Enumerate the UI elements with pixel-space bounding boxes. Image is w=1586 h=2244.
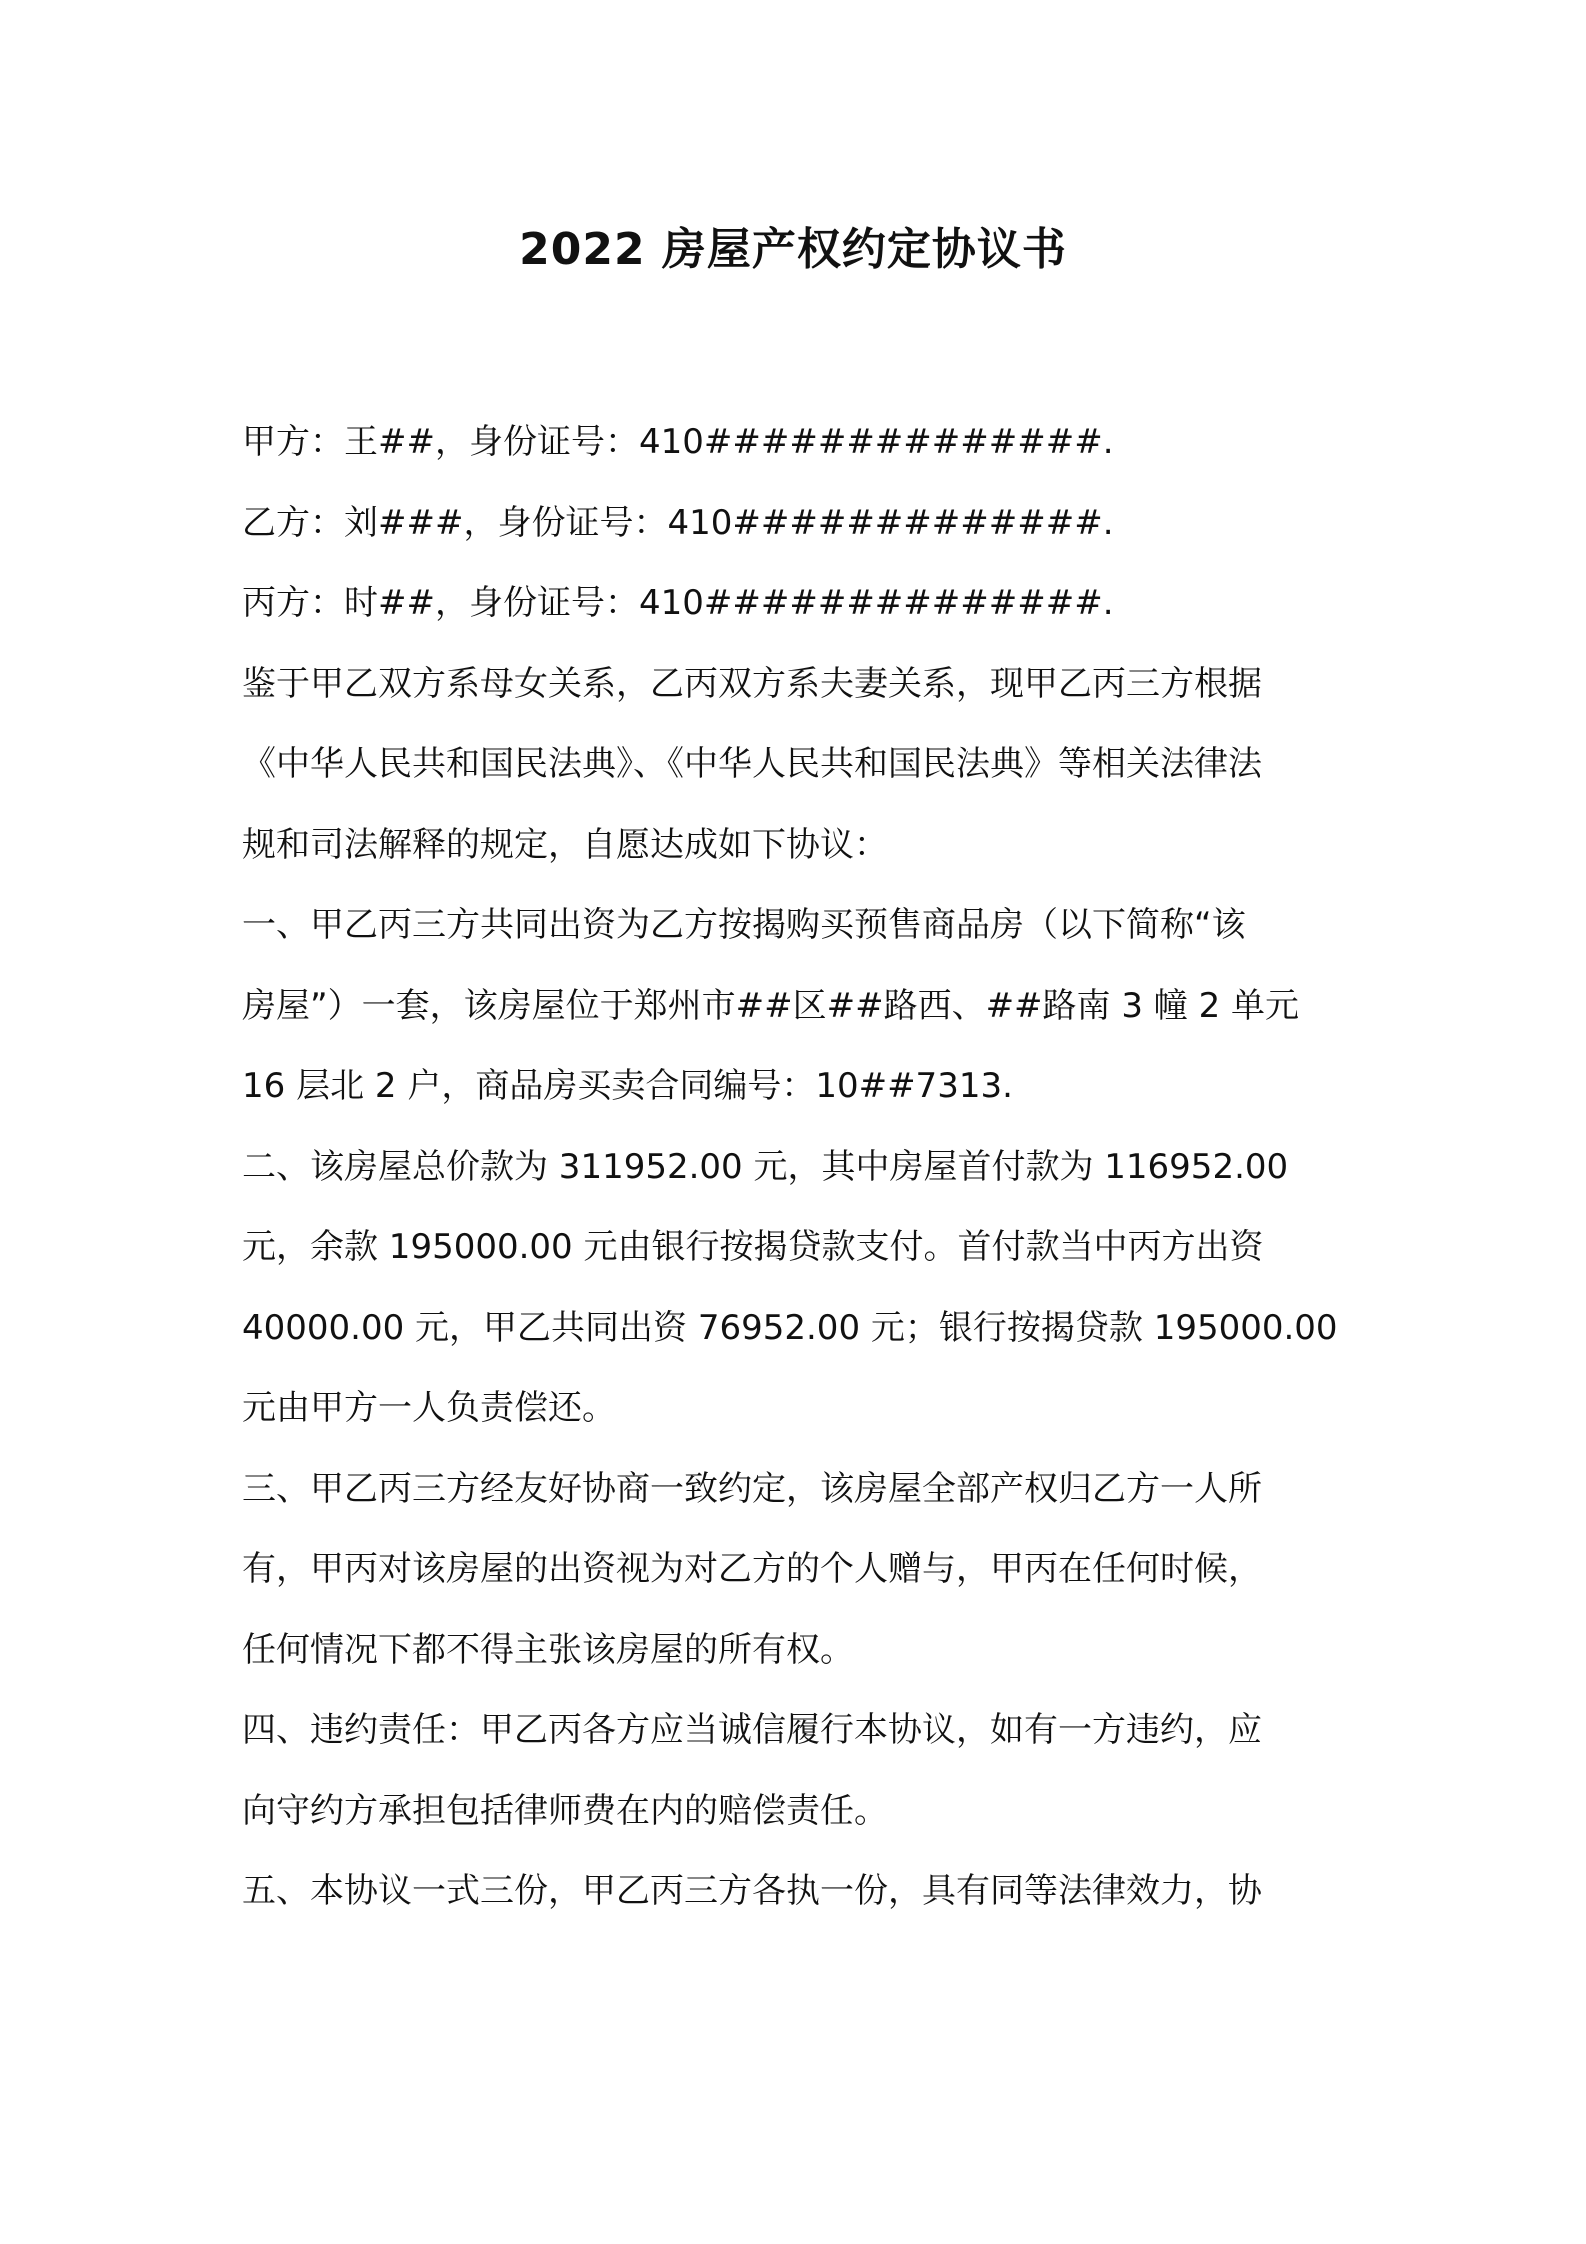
clause-3-line: 三、甲乙丙三方经友好协商一致约定，该房屋全部产权归乙方一人所 — [242, 1468, 1262, 1509]
clause-3-line: 任何情况下都不得主张该房屋的所有权。 — [242, 1629, 854, 1670]
document-body — [242, 402, 1354, 1932]
clause-4-line: 向守约方承担包括律师费在内的赔偿责任。 — [242, 1790, 888, 1831]
clause-1-line: 一、甲乙丙三方共同出资为乙方按揭购买预售商品房（以下简称“该 — [242, 905, 1246, 945]
preamble-line: 鉴于甲乙双方系母女关系，乙丙双方系夫妻关系，现甲乙丙三方根据 — [242, 663, 1262, 704]
clause-3-line: 有，甲丙对该房屋的出资视为对乙方的个人赠与，甲丙在任何时候， — [242, 1549, 1262, 1589]
clause-5-line: 五、本协议一式三份，甲乙丙三方各执一份，具有同等法律效力，协 — [242, 1871, 1262, 1911]
clause-2-line: 二、该房屋总价款为 311952.00 元，其中房屋首付款为 116952.00 — [242, 1146, 1289, 1187]
clause-2-line: 元由甲方一人负责偿还。 — [242, 1388, 616, 1428]
party-c-line: 丙方：时##，身份证号：410##############. — [242, 583, 1114, 623]
clause-2-line: 40000.00 元，甲乙共同出资 76952.00 元；银行按揭贷款 195000.00 — [242, 1307, 1338, 1348]
party-b-line: 乙方：刘###，身份证号：410#############. — [242, 502, 1114, 543]
clause-1-line: 16 层北 2 户，商品房买卖合同编号：10##7313. — [242, 1066, 1013, 1106]
clause-2-line: 元，余款 195000.00 元由银行按揭贷款支付。首付款当中丙方出资 — [242, 1227, 1264, 1267]
preamble-line: 规和司法解释的规定，自愿达成如下协议： — [242, 824, 888, 865]
clause-4-line: 四、违约责任：甲乙丙各方应当诚信履行本协议，如有一方违约，应 — [242, 1710, 1262, 1750]
party-a-line: 甲方：王##，身份证号：410##############. — [242, 422, 1114, 462]
clause-1-line: 房屋”）一套，该房屋位于郑州市##区##路西、##路南 3 幢 2 单元 — [242, 985, 1300, 1026]
document-title: 2022 房屋产权约定协议书 — [519, 224, 1067, 275]
preamble-line: 《中华人民共和国民法典》、《中华人民共和国民法典》等相关法律法 — [242, 744, 1262, 784]
